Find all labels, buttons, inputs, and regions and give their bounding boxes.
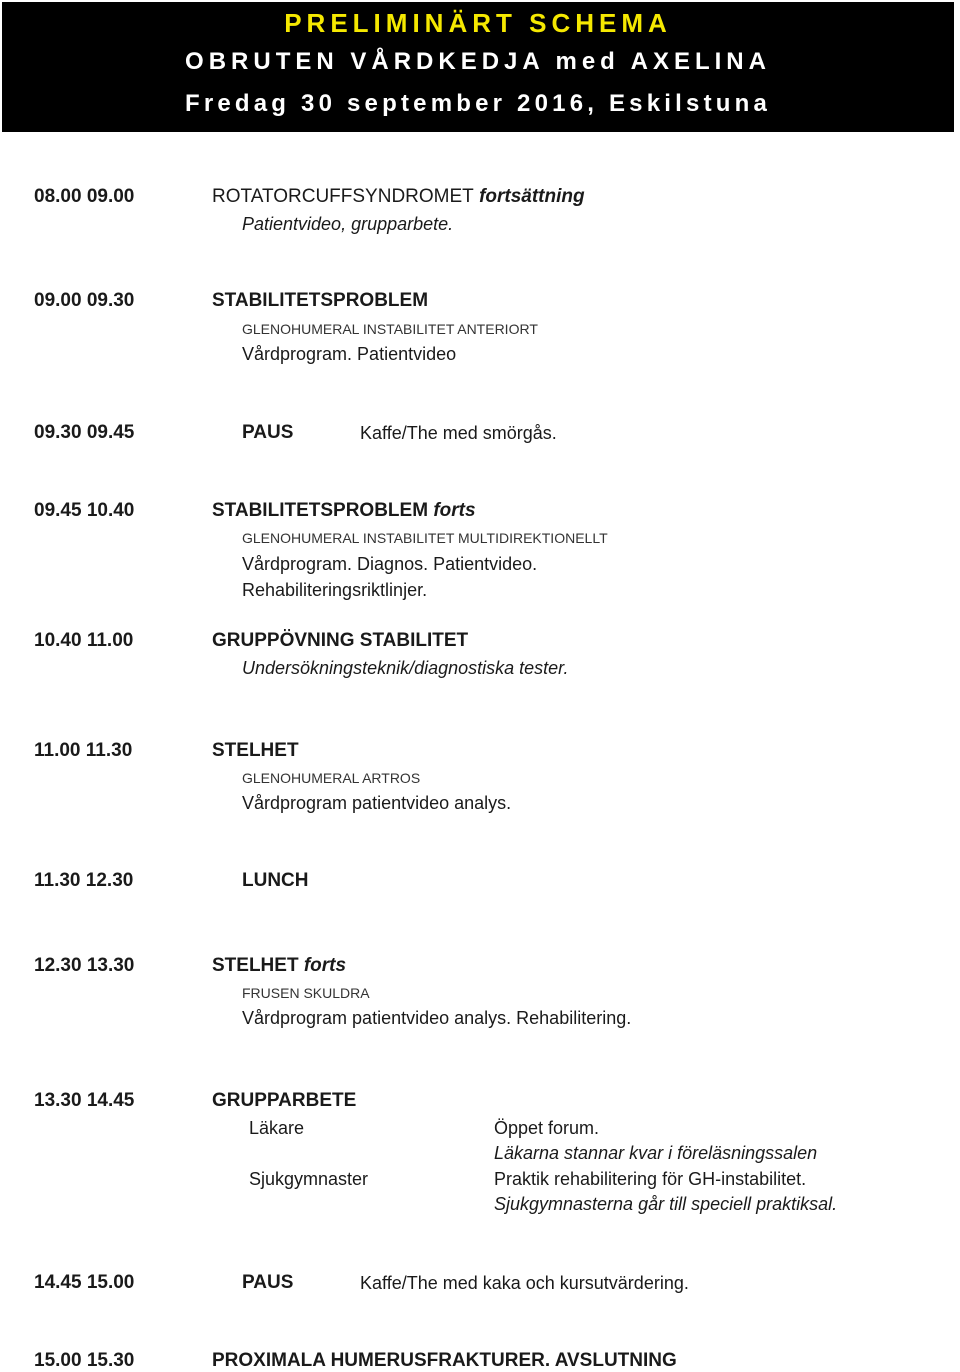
header-subtitle: OBRUTEN VÅRDKEDJA med AXELINA	[185, 48, 771, 75]
header-date: Fredag 30 september 2016, Eskilstuna	[184, 90, 772, 117]
block-desc-2: Rehabiliteringsriktlinjer.	[242, 580, 428, 600]
block-title	[212, 186, 585, 208]
block-time: 10.40 11.00	[34, 630, 134, 651]
block-desc: Undersökningsteknik/diagnostiska tester.	[242, 658, 569, 678]
block-title: STABILITETSPROBLEM	[212, 290, 429, 311]
block-desc: Vårdprogram patientvideo analys. Rehabilitering.	[242, 1008, 632, 1028]
block-desc: Vårdprogram. Patientvideo	[242, 344, 457, 364]
block-title: PROXIMALA HUMERUSFRAKTURER. AVSLUTNING	[212, 1350, 677, 1371]
block-note: Kaffe/The med smörgås.	[360, 423, 557, 443]
block-time: 12.30 13.30	[34, 955, 135, 976]
block-time: 13.30 14.45	[34, 1090, 135, 1111]
group-line: Sjukgymnasterna går till speciell praktiksal.	[494, 1194, 838, 1214]
group-name-sjukgymnaster: Sjukgymnaster	[249, 1169, 369, 1189]
header-banner	[2, 2, 954, 132]
block-title	[212, 955, 346, 977]
block-desc: Patientvideo, grupparbete.	[242, 214, 454, 234]
block-time: 14.45 15.00	[34, 1272, 135, 1293]
block-subtitle: GLENOHUMERAL INSTABILITET MULTIDIREKTIONELLT	[242, 530, 608, 546]
block-title: GRUPPARBETE	[212, 1090, 357, 1111]
block-desc: Vårdprogram patientvideo analys.	[242, 793, 512, 813]
block-note: Kaffe/The med kaka och kursutvärdering.	[360, 1273, 689, 1293]
block-subtitle: GLENOHUMERAL ARTROS	[242, 770, 421, 786]
block-title: GRUPPÖVNING STABILITET	[212, 630, 469, 651]
block-time: 09.45 10.40	[34, 500, 135, 521]
group-line: Praktik rehabilitering för GH-instabilitet.	[494, 1169, 807, 1189]
block-title: PAUS	[242, 1272, 294, 1293]
block-subtitle: GLENOHUMERAL INSTABILITET ANTERIORT	[242, 321, 538, 337]
block-time: 11.00 11.30	[34, 740, 133, 761]
block-time: 15.00 15.30	[34, 1350, 135, 1371]
block-title: STELHET	[212, 740, 299, 761]
group-line: Öppet forum.	[494, 1118, 600, 1138]
block-title-text: STABILITETSPROBLEM	[212, 500, 429, 521]
block-title-italic: forts	[433, 500, 476, 521]
block-title: PAUS	[242, 422, 294, 443]
block-title	[212, 500, 476, 522]
block-time: 11.30 12.30	[34, 870, 134, 891]
block-title-text: STELHET	[212, 955, 299, 976]
block-desc: Vårdprogram. Diagnos. Patientvideo.	[242, 554, 538, 574]
group-name-lakare: Läkare	[249, 1118, 305, 1138]
header-title: PRELIMINÄRT SCHEMA	[284, 8, 672, 38]
block-subtitle: FRUSEN SKULDRA	[242, 985, 370, 1001]
block-title-italic: forts	[303, 955, 347, 976]
block-time: 09.30 09.45	[34, 422, 135, 443]
group-line: Läkarna stannar kvar i föreläsningssalen	[494, 1143, 818, 1163]
block-title-text: ROTATORCUFFSYNDROMET	[212, 186, 474, 207]
block-time: 08.00 09.00	[34, 186, 135, 207]
block-title-italic: fortsättning	[479, 186, 585, 207]
block-title: LUNCH	[242, 870, 309, 891]
block-time: 09.00 09.30	[34, 290, 135, 311]
